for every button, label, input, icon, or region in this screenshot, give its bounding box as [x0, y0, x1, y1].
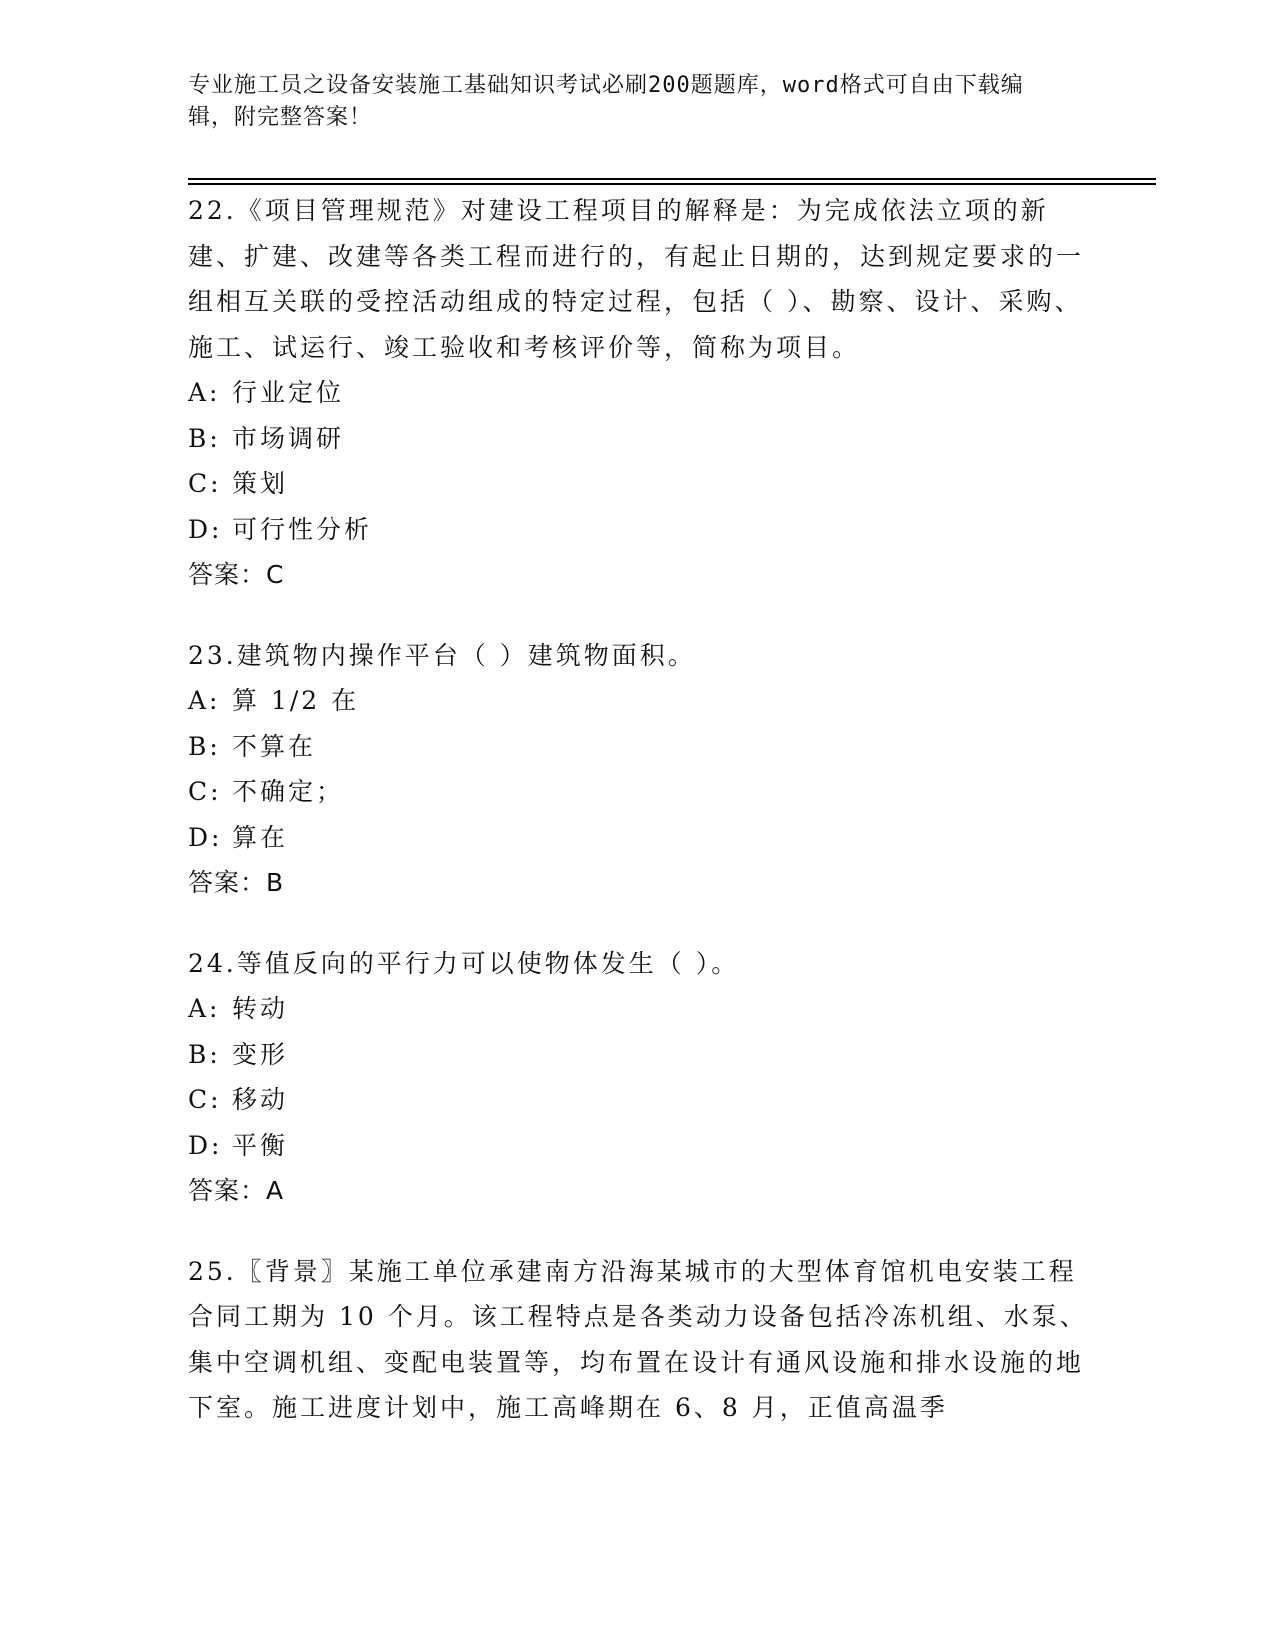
option-c	[188, 461, 1088, 507]
document-header: 专业施工员之设备安装施工基础知识考试必刷200题题库，word格式可自由下载编辑，附完整答案！	[188, 73, 1024, 130]
option-text: 不算在	[232, 731, 317, 761]
option-d	[188, 815, 1088, 861]
option-letter: C:	[188, 1085, 222, 1114]
option-letter: D:	[188, 1130, 223, 1160]
option-letter: C:	[188, 469, 222, 498]
option-d	[188, 1123, 1088, 1169]
option-text: 算在	[232, 822, 289, 852]
option-text: 算 1/2 在	[232, 686, 360, 715]
header-divider-top	[188, 178, 1156, 180]
option-a	[188, 986, 1088, 1032]
question-text: 24.等值反向的平行力可以使物体发生（ ）。	[188, 948, 740, 978]
header-divider-bottom	[188, 183, 1156, 185]
question-22	[188, 188, 1088, 598]
option-letter: A:	[188, 686, 221, 715]
question-23	[188, 633, 1088, 906]
option-text: 不确定；	[232, 777, 345, 806]
question-text: 23.建筑物内操作平台（ ）建筑物面积。	[188, 640, 696, 670]
option-letter: B:	[188, 1039, 221, 1069]
option-b	[188, 416, 1088, 462]
option-b	[188, 1032, 1088, 1078]
option-letter: A:	[188, 378, 221, 407]
answer-line: 答案：B	[188, 868, 285, 897]
option-d	[188, 507, 1088, 553]
option-letter: D:	[188, 514, 223, 544]
option-a	[188, 678, 1088, 724]
option-text: 可行性分析	[232, 514, 373, 544]
option-letter: C:	[188, 777, 222, 806]
option-c	[188, 769, 1088, 815]
question-text: 22.《项目管理规范》对建设工程项目的解释是：为完成依法立项的新建、扩建、改建等各类工程而进行的，有起止日期的，达到规定要求的一组相互关联的受控活动组成的特定过程，包括（ ）、勘察、设计、采购、施工、试运行、竣工验收和考核评价等，简称为项目。	[188, 196, 1085, 362]
question-24	[188, 941, 1088, 1214]
question-25	[188, 1249, 1088, 1431]
question-list	[188, 188, 1088, 1466]
option-text: 平衡	[232, 1130, 289, 1160]
option-letter: B:	[188, 731, 221, 761]
option-a	[188, 370, 1088, 416]
option-letter: D:	[188, 822, 223, 852]
option-text: 行业定位	[232, 378, 345, 407]
option-text: 策划	[232, 469, 289, 498]
question-text: 25.〖背景〗某施工单位承建南方沿海某城市的大型体育馆机电安装工程合同工期为 10 个月。该工程特点是各类动力设备包括冷冻机组、水泵、集中空调机组、变配电装置等，均布置在设计有通风设施和排水设施的地下室。施工进度计划中，施工高峰期在 6、8 月，正值高温季	[188, 1256, 1088, 1422]
option-c	[188, 1077, 1088, 1123]
option-letter: A:	[188, 994, 221, 1023]
option-b	[188, 724, 1088, 770]
option-text: 移动	[232, 1085, 289, 1114]
option-text: 转动	[232, 994, 289, 1023]
answer-line: 答案：C	[188, 560, 285, 589]
option-text: 市场调研	[232, 423, 345, 453]
option-letter: B:	[188, 423, 221, 453]
option-text: 变形	[232, 1039, 289, 1069]
answer-line: 答案：A	[188, 1176, 285, 1205]
